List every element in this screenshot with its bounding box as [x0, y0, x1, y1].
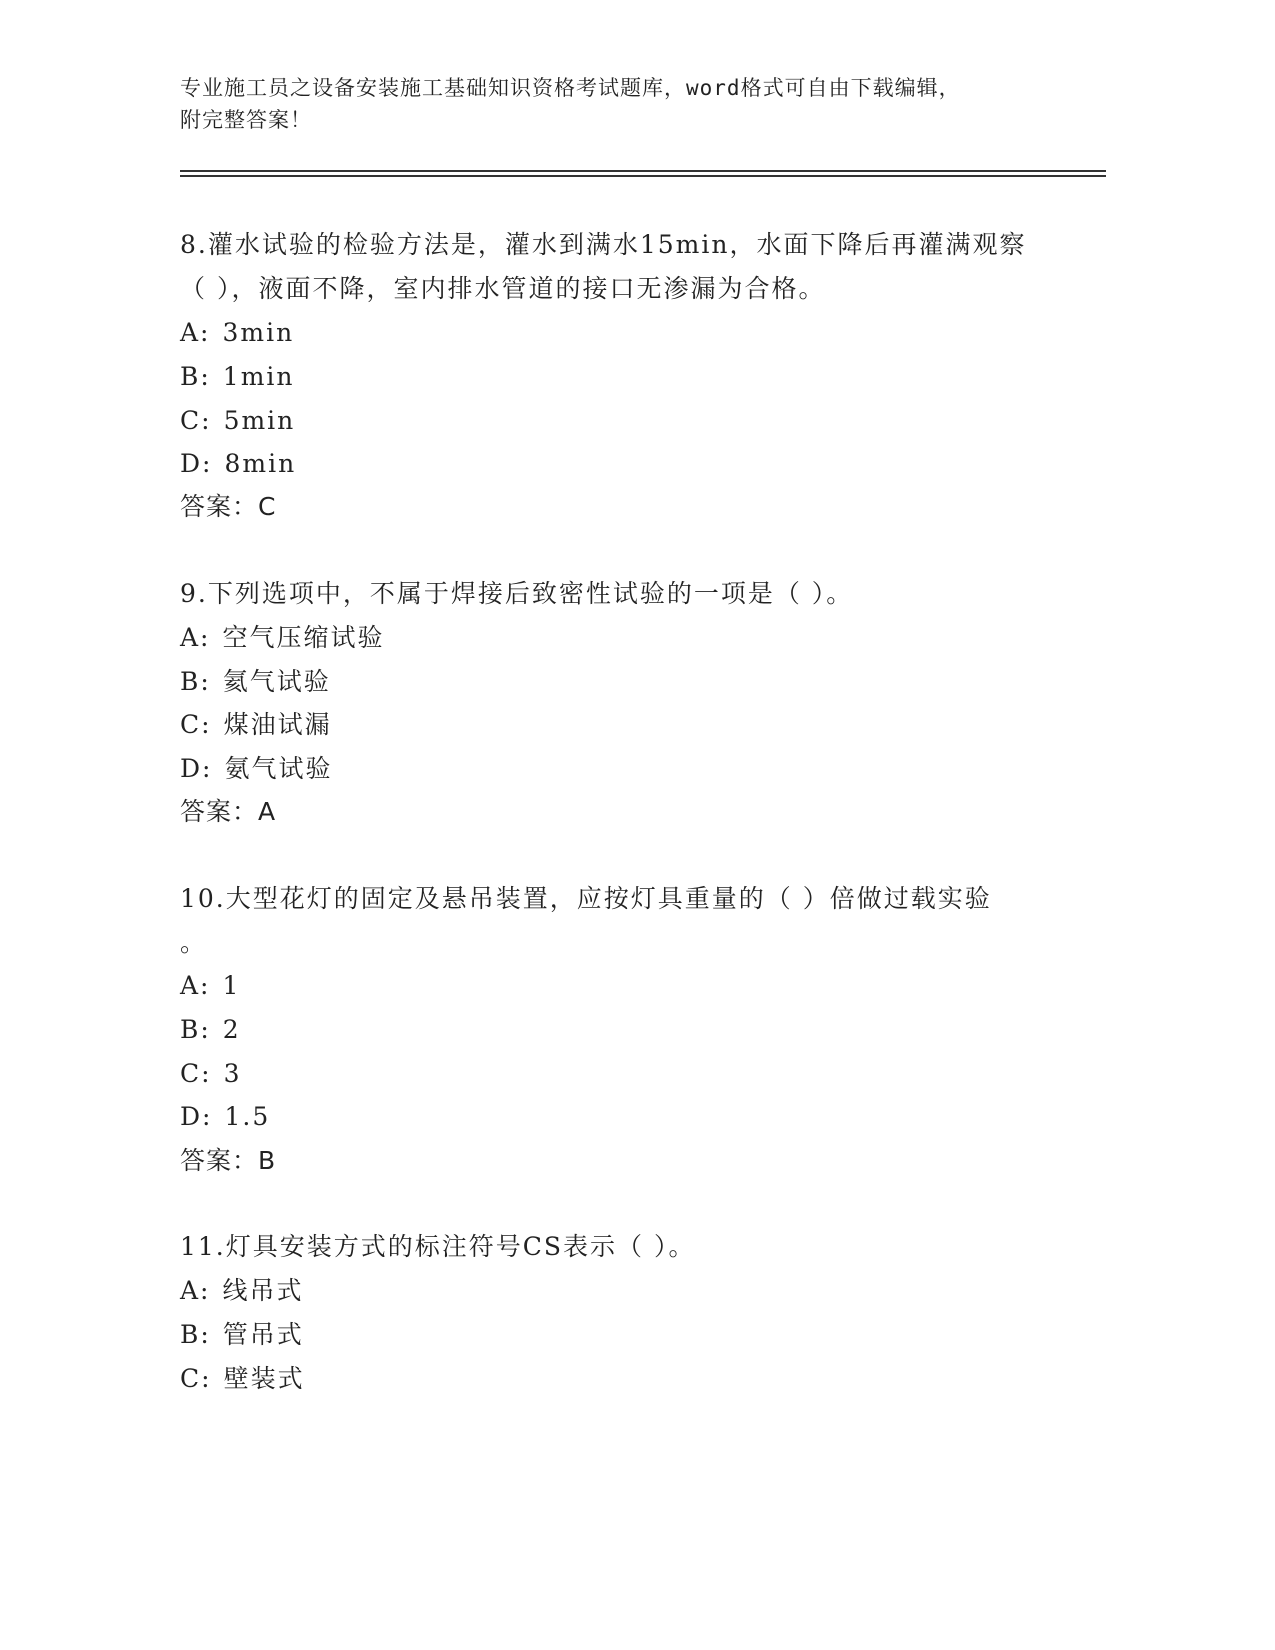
question-8-stem-line-2: （ ），液面不降，室内排水管道的接口无渗漏为合格。	[180, 274, 826, 303]
question-9-option-a	[180, 623, 385, 653]
option-letter: C:	[180, 710, 212, 739]
question-9-option-d	[180, 754, 332, 784]
question-9-answer: 答案：A	[180, 797, 277, 826]
question-10-option-c	[180, 1059, 241, 1089]
header-divider-top	[180, 170, 1106, 172]
question-9-option-c	[180, 710, 332, 740]
option-letter: B:	[180, 1015, 211, 1044]
question-9-stem: 9.下列选项中，不属于焊接后致密性试验的一项是（ ）。	[180, 579, 854, 608]
option-text: 壁装式	[223, 1364, 305, 1393]
document-header	[180, 72, 1080, 136]
option-letter: A:	[180, 1276, 211, 1305]
question-9-option-b	[180, 667, 331, 697]
option-text: 空气压缩试验	[222, 623, 385, 652]
option-letter: A:	[180, 318, 211, 347]
question-11-stem: 11.灯具安装方式的标注符号CS表示（ ）。	[180, 1232, 696, 1261]
option-text: 2	[222, 1015, 241, 1044]
header-line-1: 专业施工员之设备安装施工基础知识资格考试题库，word格式可自由下载编辑，	[180, 76, 961, 100]
question-11-option-c	[180, 1364, 305, 1394]
option-text: 1min	[222, 362, 295, 391]
question-10-stem-line-2: 。	[180, 928, 208, 957]
question-8-answer: 答案：C	[180, 492, 277, 521]
option-letter: C:	[180, 406, 212, 435]
question-8-option-a	[180, 318, 294, 348]
option-letter: B:	[180, 1320, 211, 1349]
option-letter: D:	[180, 449, 213, 478]
question-8-stem-line-1: 8.灌水试验的检验方法是，灌水到满水15min，水面下降后再灌满观察	[180, 230, 1027, 259]
option-letter: A:	[180, 971, 211, 1000]
option-letter: C:	[180, 1364, 212, 1393]
option-text: 5min	[223, 406, 296, 435]
option-letter: D:	[180, 1102, 213, 1131]
question-8-option-c	[180, 406, 295, 436]
option-text: 1	[222, 971, 241, 1000]
question-10-stem-line-1: 10.大型花灯的固定及悬吊装置，应按灯具重量的（ ）倍做过载实验	[180, 884, 992, 913]
question-10-option-b	[180, 1015, 241, 1045]
question-8-option-d	[180, 449, 296, 479]
option-text: 1.5	[224, 1102, 271, 1131]
option-text: 氦气试验	[222, 667, 331, 696]
option-text: 煤油试漏	[223, 710, 332, 739]
option-letter: C:	[180, 1059, 212, 1088]
option-letter: A:	[180, 623, 211, 652]
option-letter: B:	[180, 667, 211, 696]
question-10-option-d	[180, 1102, 270, 1132]
question-8-option-b	[180, 362, 295, 392]
option-text: 管吊式	[222, 1320, 304, 1349]
option-text: 氨气试验	[224, 754, 333, 783]
option-text: 3	[223, 1059, 242, 1088]
question-10-answer: 答案：B	[180, 1146, 277, 1175]
option-letter: D:	[180, 754, 213, 783]
option-text: 3min	[222, 318, 295, 347]
question-11-option-b	[180, 1320, 304, 1350]
header-line-2: 附完整答案！	[180, 108, 312, 132]
question-10-option-a	[180, 971, 240, 1001]
option-text: 8min	[224, 449, 297, 478]
header-divider-bottom	[180, 175, 1106, 177]
option-letter: B:	[180, 362, 211, 391]
question-11-option-a	[180, 1276, 304, 1306]
option-text: 线吊式	[222, 1276, 304, 1305]
